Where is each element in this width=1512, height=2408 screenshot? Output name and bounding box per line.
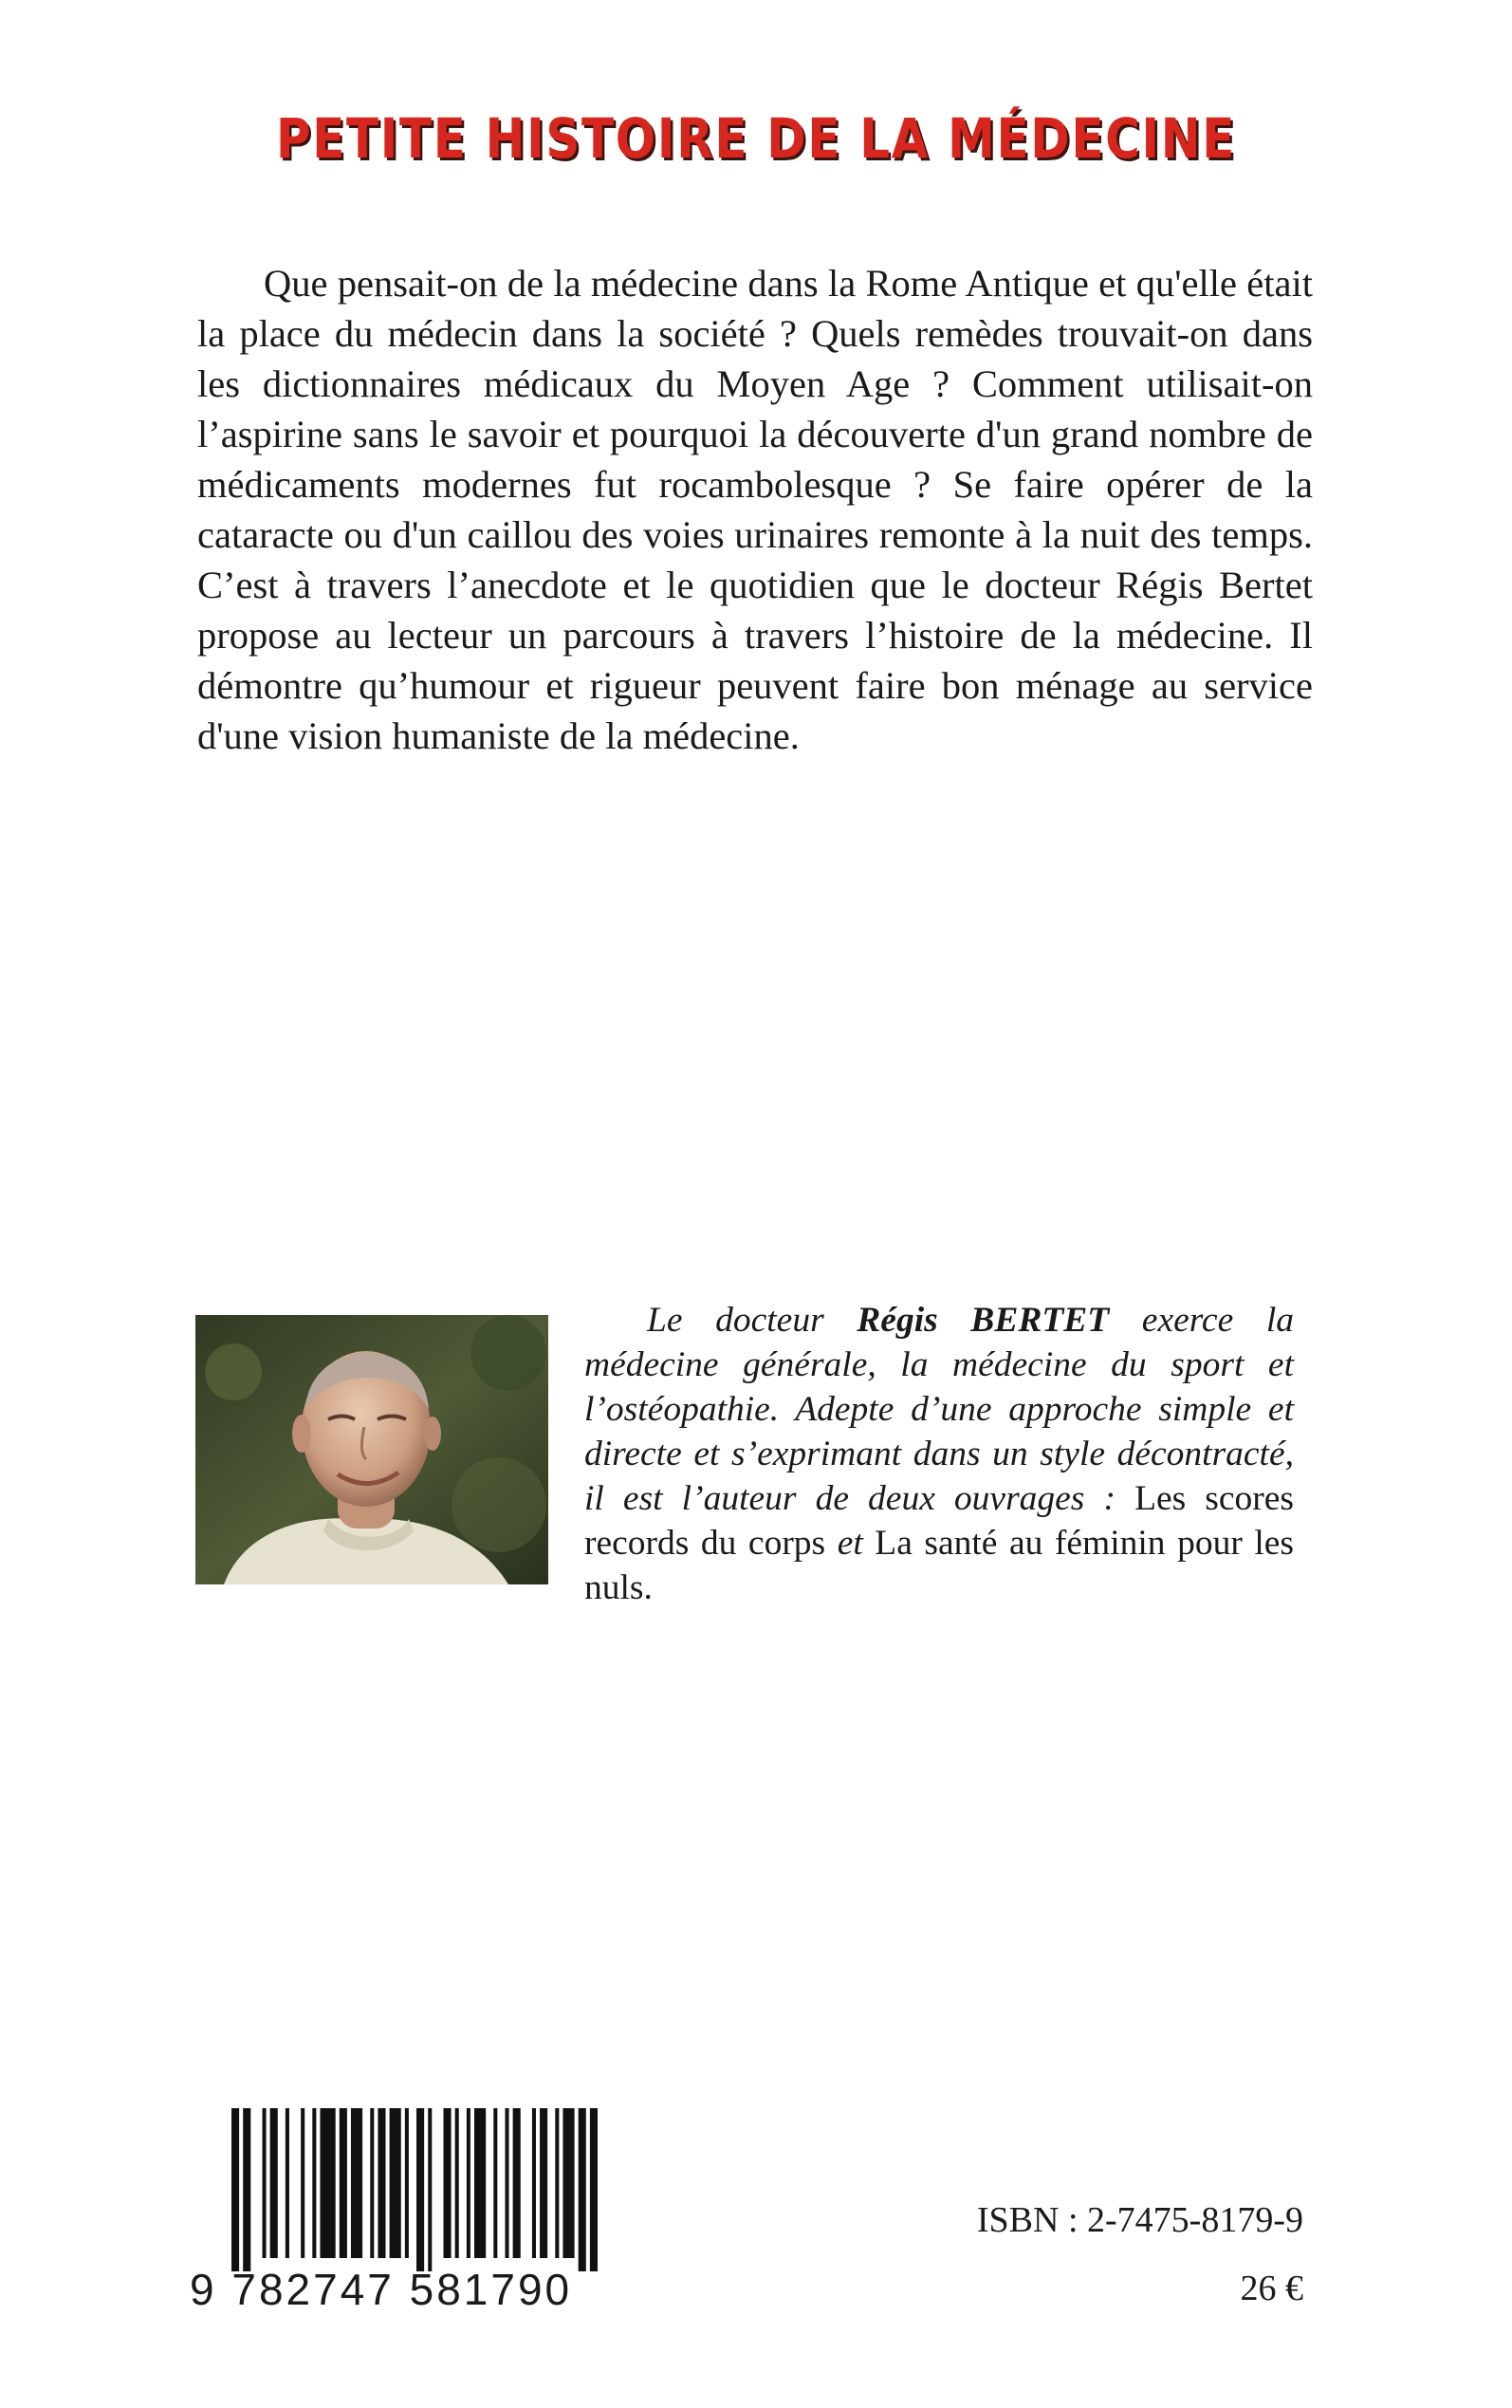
author-biography [584,1298,1294,1610]
barcode-bar [340,2108,347,2258]
barcode-bar [370,2108,374,2258]
barcode-bar [532,2108,536,2258]
barcode-bar [590,2108,598,2271]
barcode-bar [405,2108,409,2258]
barcode-bar [579,2108,586,2271]
barcode-bar [301,2108,304,2258]
barcode-bar [312,2108,316,2258]
bio-intro: Le docteur [647,1301,857,1340]
barcode-bar [455,2108,459,2258]
bio-end: . [643,1568,653,1607]
barcode-number: 9 782747 581790 [190,2265,573,2314]
barcode-bar [555,2108,559,2258]
book-summary: Que pensait-on de la médecine dans la Rome Antique et qu'elle était la place du médecin dans la société ? Quels remèdes trouvait-on dans les dictionnaires médicaux du Moyen Age ? Comment utilisait-on l’aspirine sans le savoir et pourquoi la découverte d'un grand nombre de médicaments modernes fut rocambolesque ? Se faire opérer de la cataracte ou d'un caillou des voies urinaires remonte à la nuit des temps. C’est à travers l’anecdote et le quotidien que le docteur Régis Bertet propose au lecteur un parcours à travers l’histoire de la médecine. Il démontre qu’humour et rigueur peuvent faire bon ménage au service d'une vision humaniste de la médecine. [197,262,1313,757]
barcode-bar [416,2108,424,2271]
bio-text: exerce la médecine générale, la médecine du sport et l’ostéopathie. Adepte d’une approche simple et directe et s’exprimant dans un style décontracté, il est l’auteur de deux ouvrages : [584,1301,1295,1518]
barcode-bar [263,2108,267,2258]
barcode-bar [351,2108,362,2258]
book-title-2: La santé au féminin pour les nuls [584,1524,1294,1607]
barcode-bar [474,2108,486,2258]
barcode-bar [513,2108,521,2258]
barcode-bar [428,2108,432,2271]
barcode-bar [505,2108,508,2258]
barcode-bar [378,2108,385,2258]
barcode-bar [320,2108,335,2258]
barcode-bar [390,2108,401,2258]
author-name: Régis BERTET [857,1301,1110,1340]
price: 26 € [1240,2269,1303,2308]
barcode [231,2108,598,2271]
barcode-bar [286,2108,289,2258]
book-title: PETITE HISTOIRE DE LA MÉDECINE [275,106,1237,171]
isbn: ISBN : 2-7475-8179-9 [976,2200,1303,2240]
barcode-bar [493,2108,497,2258]
barcode-bar [270,2108,278,2258]
barcode-bar [231,2108,239,2271]
bio-conjunction: et [825,1524,876,1563]
barcode-bar [540,2108,547,2258]
author-photo [195,1315,548,1584]
book-title-1: Les scores records du corps [584,1479,1295,1563]
barcode-bar [467,2108,470,2258]
barcode-bar [443,2108,451,2258]
barcode-bar [243,2108,250,2271]
barcode-bar [562,2108,574,2258]
